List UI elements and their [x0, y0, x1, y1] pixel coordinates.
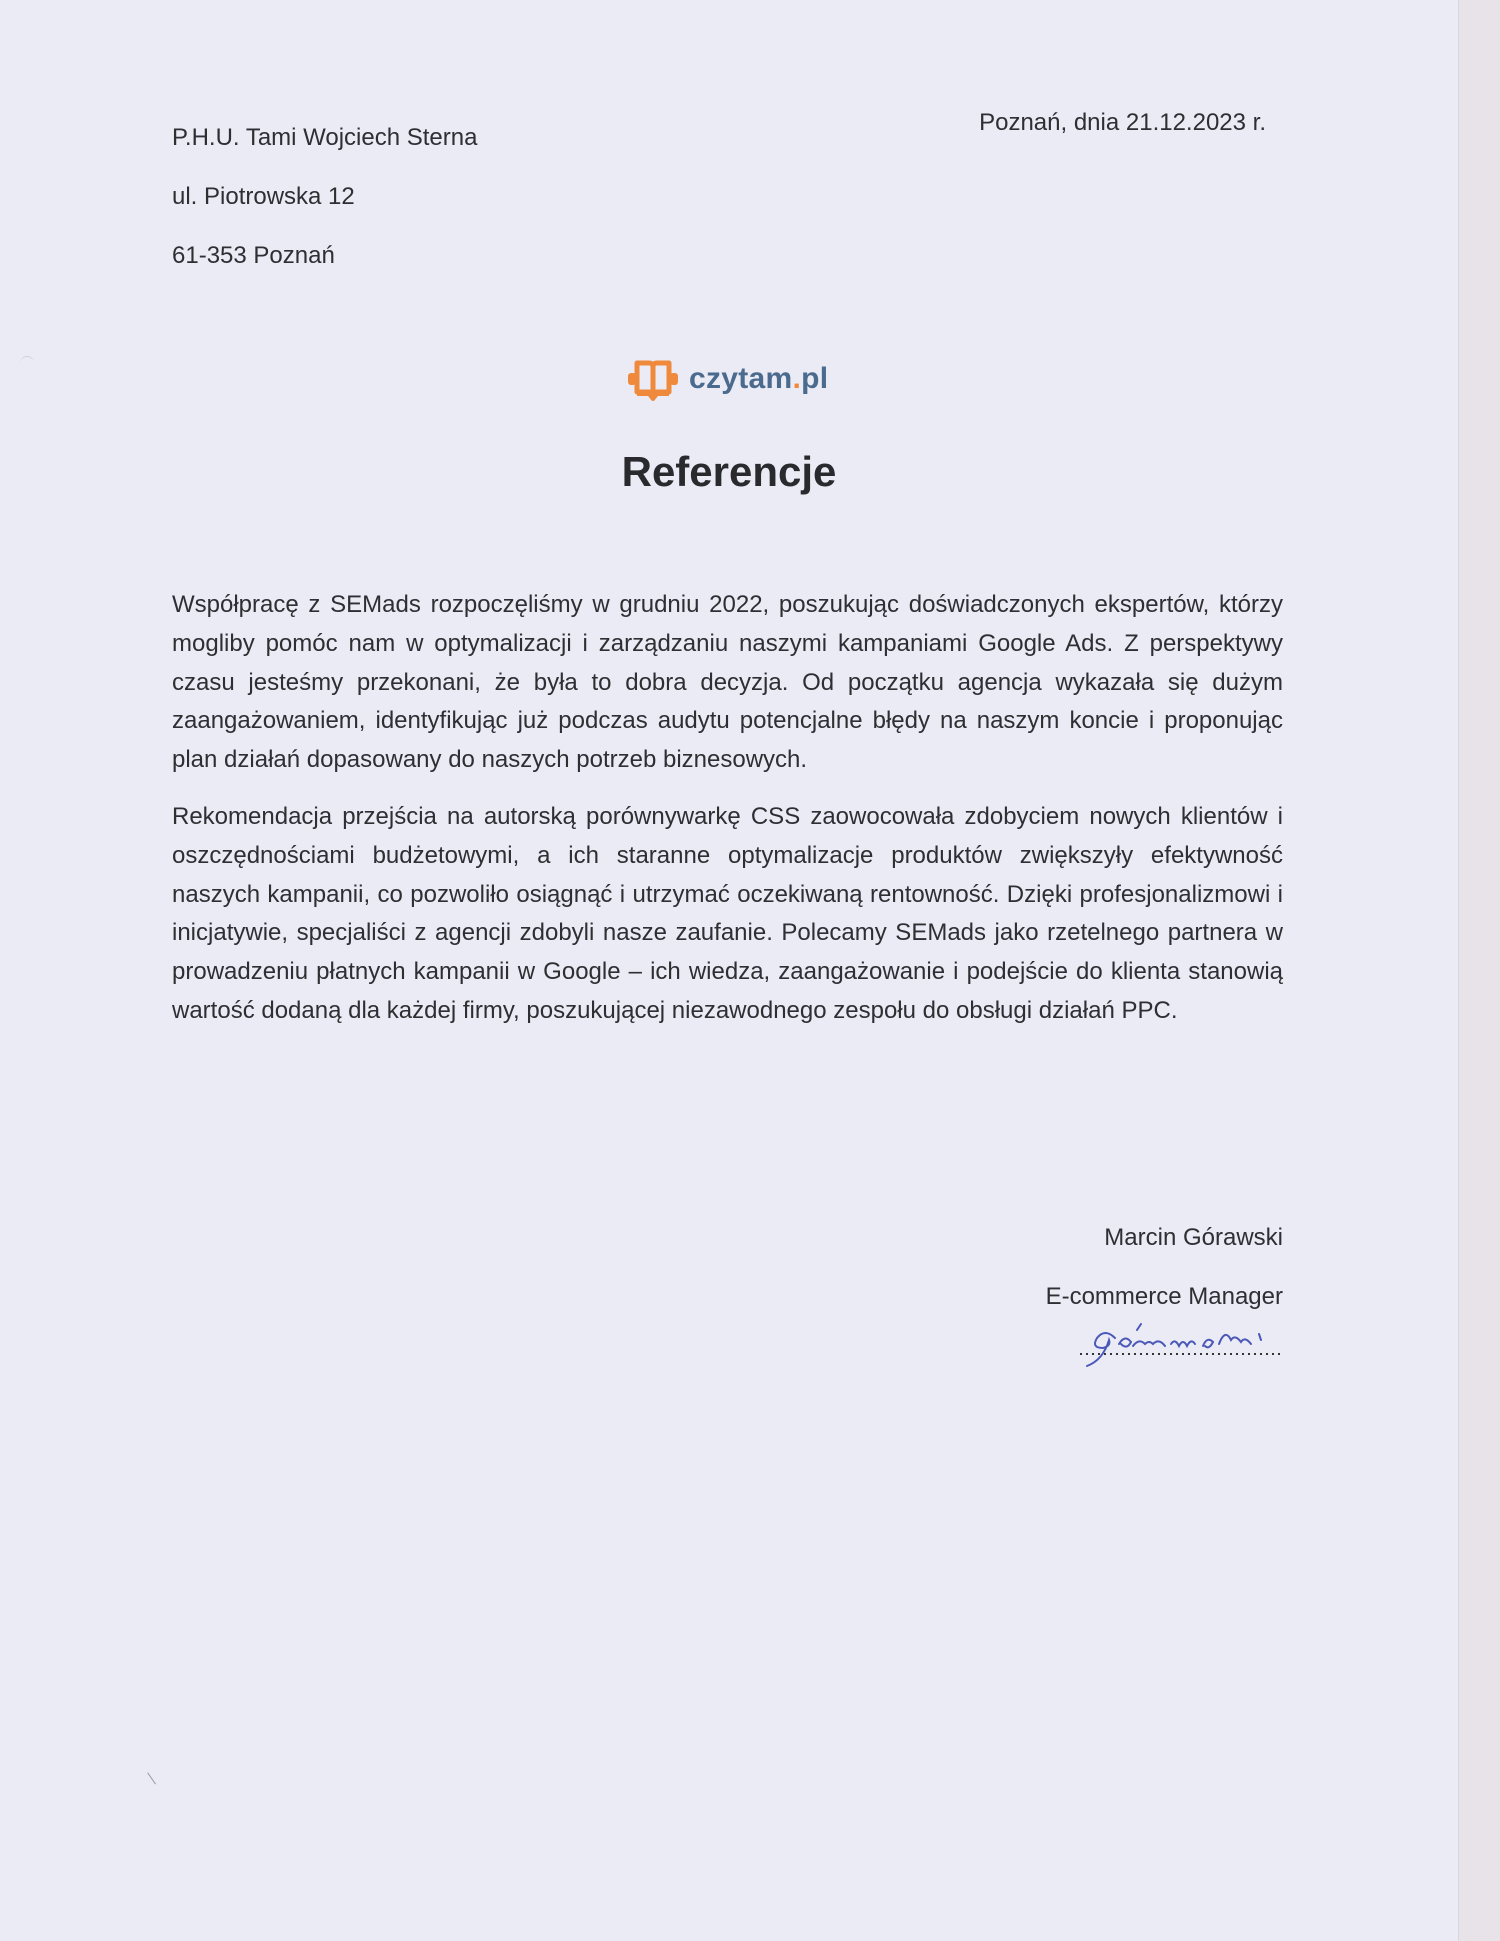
sender-street: ul. Piotrowska 12 — [172, 183, 355, 210]
handwritten-signature-icon — [1075, 1310, 1285, 1370]
logo-tld: pl — [801, 362, 829, 395]
open-book-icon — [625, 356, 681, 402]
signatory-name: Marcin Górawski — [1104, 1224, 1283, 1251]
scan-artifact — [147, 1766, 166, 1785]
date-line: Poznań, dnia 21.12.2023 r. — [979, 109, 1266, 136]
document-title: Referencje — [621, 448, 837, 495]
sender-company: P.H.U. Tami Wojciech Sterna — [172, 124, 478, 151]
signatory-block — [952, 1208, 1283, 1326]
scan-artifact — [20, 356, 34, 371]
company-logo — [625, 356, 828, 402]
sender-address — [172, 108, 477, 285]
logo-name: czytam — [689, 362, 793, 395]
logo-wordmark — [689, 362, 828, 396]
sender-city: 61-353 Poznań — [172, 242, 335, 269]
letter-body — [172, 586, 1283, 1049]
paragraph: Rekomendacja przejścia na autorską porównywarkę CSS zaowocowała zdobyciem nowych klientów i oszczędnościami budżetowymi, a ich staranne optymalizacje produktów zwiększyły efektywność naszych kampanii, co pozwoliło osiągnąć i utrzymać oczekiwaną rentowność. Dzięki profesjonalizmowi i inicjatywie, specjaliści z agencji zdobyli nasze zaufanie. Polecamy SEMads jako rzetelnego partnera w prowadzeniu płatnych kampanii w Google – ich wiedza, zaangażowanie i podejście do klienta stanowią wartość dodaną dla każdej firmy, poszukującej niezawodnego zespołu do obsługi działań PPC. — [172, 802, 1283, 1024]
paragraph: Współpracę z SEMads rozpoczęliśmy w grudniu 2022, poszukując doświadczonych ekspertów, którzy mogliby pomóc nam w optymalizacji i zarządzaniu naszymi kampaniami Google Ads. Z perspektywy czasu jesteśmy przekonani, że była to dobra decyzja. Od początku agencja wykazała się dużym zaangażowaniem, identyfikując już podczas audytu potencjalne błędy na naszym koncie i proponując plan działań dopasowany do naszych potrzeb biznesowych. — [172, 591, 1283, 774]
logo-dot: . — [792, 362, 802, 395]
scan-edge — [1458, 0, 1500, 1941]
signatory-position: E-commerce Manager — [1045, 1283, 1283, 1310]
